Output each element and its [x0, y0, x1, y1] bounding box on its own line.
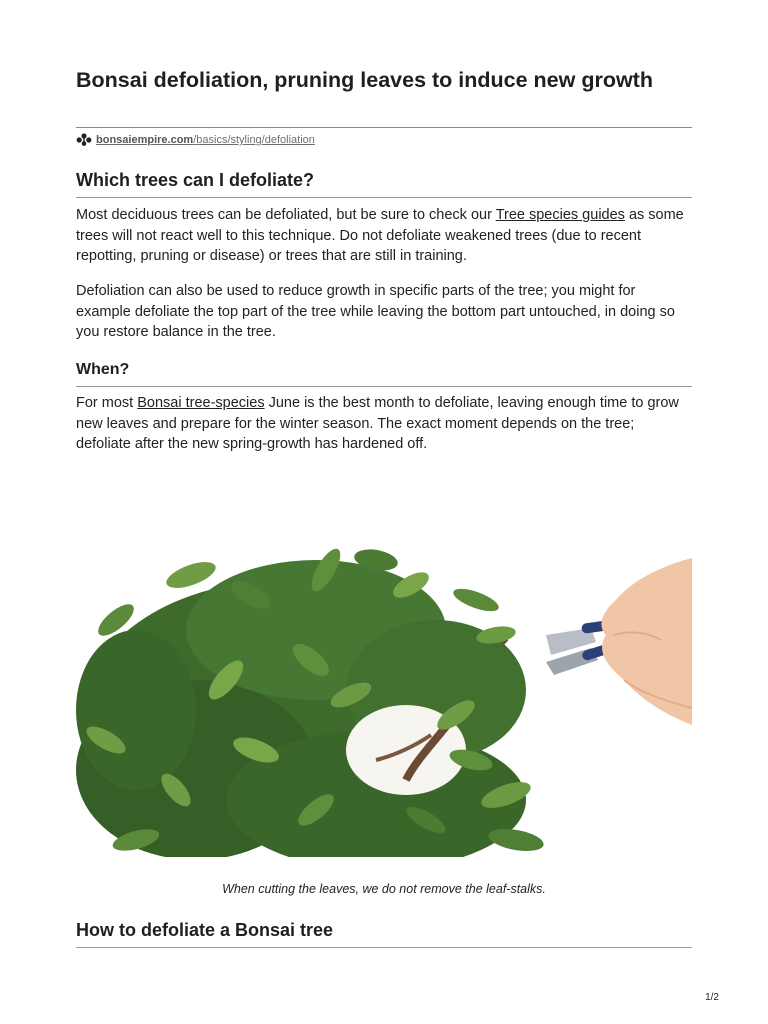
- paragraph-text: For most: [76, 395, 138, 411]
- title-divider: [76, 127, 692, 128]
- heading-when: When?: [76, 361, 130, 378]
- paragraph-when: [76, 393, 692, 455]
- paragraph-text: Most deciduous trees can be defoliated, but be sure to check our: [76, 207, 496, 223]
- bonsai-tree-species-link[interactable]: Bonsai tree-species: [137, 395, 265, 411]
- page-number: 1/2: [705, 992, 719, 1003]
- bonsai-logo-icon: [76, 133, 92, 147]
- section-divider: [76, 386, 692, 387]
- heading-which-trees: Which trees can I defoliate?: [76, 170, 315, 190]
- heading-how-to-defoliate: How to defoliate a Bonsai tree: [76, 920, 334, 940]
- paragraph-text: as some trees will not react well to this technique. Do not defoliate weakened trees (due to recent repotting, pruning or disease) or trees that are still in training.: [76, 207, 684, 264]
- section-divider: [76, 947, 692, 948]
- paragraph-which-trees: [76, 205, 692, 267]
- paragraph-text: June is the best month to defoliate, leaving enough time to grow new leaves and prepare for the winter season. The exact moment depends on the tree; defoliate after the new spring-growth has hardened off.: [76, 395, 679, 452]
- section-divider: [76, 197, 692, 198]
- source-line: [76, 132, 315, 148]
- source-link[interactable]: [96, 134, 315, 146]
- hand-with-scissors: [546, 558, 692, 725]
- source-domain: bonsaiempire.com: [96, 134, 194, 146]
- tree-species-guides-link[interactable]: Tree species guides: [495, 207, 625, 223]
- defoliation-photo: [76, 540, 692, 857]
- photo-caption: When cutting the leaves, we do not remove the leaf-stalks.: [222, 882, 546, 896]
- page-title: Bonsai defoliation, pruning leaves to induce new growth: [76, 68, 653, 92]
- source-path: /basics/styling/defoliation: [193, 134, 315, 146]
- paragraph-balance: Defoliation can also be used to reduce growth in specific parts of the tree; you might for example defoliate the top part of the tree while leaving the bottom part untouched, in doing so you restore balance in the tree.: [76, 283, 675, 340]
